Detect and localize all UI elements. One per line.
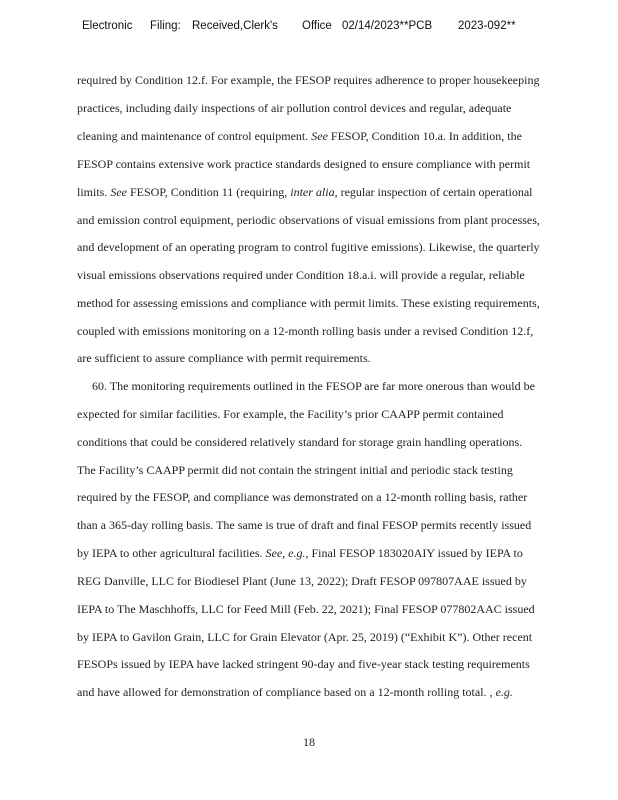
body-line: FESOP contains extensive work practice standards designed to ensure compliance with permit (77, 157, 531, 171)
filing-stamp-header (82, 20, 528, 32)
header-filing: Filing: (150, 20, 181, 32)
paragraph-60-line: expected for similar facilities. For example, the Facility’s prior CAAPP permit contained (77, 407, 504, 421)
page-number: 18 (303, 735, 315, 749)
paragraph-60-line: and have allowed for demonstration of compliance based on a 12-month rolling total. , e.g. (77, 685, 513, 699)
body-line: are sufficient to assure compliance with permit requirements. (77, 351, 371, 365)
paragraph-60-line: 60. The monitoring requirements outlined in the FESOP are far more onerous than would be (92, 379, 535, 393)
header-date: 02/14/2023**PCB (342, 20, 433, 32)
body-line: and development of an operating program to control fugitive emissions). Likewise, the quarterly (77, 240, 540, 254)
paragraph-60-line: FESOPs issued by IEPA have lacked stringent 90-day and five-year stack testing requirements (77, 657, 530, 671)
paragraph-60-line: The Facility’s CAAPP permit did not contain the stringent initial and periodic stack testing (77, 463, 513, 477)
paragraph-60-line: conditions that could be considered relatively standard for storage grain handling operations. (77, 435, 523, 449)
header-electronic: Electronic (82, 20, 133, 32)
body-line: required by Condition 12.f. For example, the FESOP requires adherence to proper housekeeping (77, 73, 540, 87)
paragraph-60-line: by IEPA to Gavilon Grain, LLC for Grain Elevator (Apr. 25, 2019) (“Exhibit K”). Other recent (77, 630, 533, 644)
paragraph-60-line: IEPA to The Maschhoffs, LLC for Feed Mill (Feb. 22, 2021); Final FESOP 077802AAC issued (77, 602, 535, 616)
paragraph-60-line: by IEPA to other agricultural facilities. See, e.g., Final FESOP 183020AIY issued by IEPA to (77, 546, 523, 560)
header-office: Office (302, 20, 332, 32)
paragraph-60-line: than a 365-day rolling basis. The same is true of draft and final FESOP permits recently issued (77, 518, 532, 532)
body-line: limits. See FESOP, Condition 11 (requiring, inter alia, regular inspection of certain operational (77, 185, 533, 199)
paragraph-60-line: required by the FESOP, and compliance was demonstrated on a 12-month rolling basis, rather (77, 490, 528, 504)
body-line: method for assessing emissions and compliance with permit limits. These existing requirements, (77, 296, 540, 310)
body-line: and emission control equipment, periodic observations of visual emissions from plant processes, (77, 213, 540, 227)
header-received: Received,Clerk's (192, 20, 278, 32)
body-line: coupled with emissions monitoring on a 12-month rolling basis under a revised Condition 12.f, (77, 324, 534, 338)
body-line: visual emissions observations required under Condition 18.a.i. will provide a regular, reliable (77, 268, 525, 282)
body-line: practices, including daily inspections of air pollution control devices and regular, adequate (77, 101, 512, 115)
body-line: cleaning and maintenance of control equipment. See FESOP, Condition 10.a. In addition, the (77, 129, 522, 143)
paragraph-60-line: REG Danville, LLC for Biodiesel Plant (June 13, 2022); Draft FESOP 097807AAE issued by (77, 574, 527, 588)
header-docket: 2023-092** (458, 20, 516, 32)
